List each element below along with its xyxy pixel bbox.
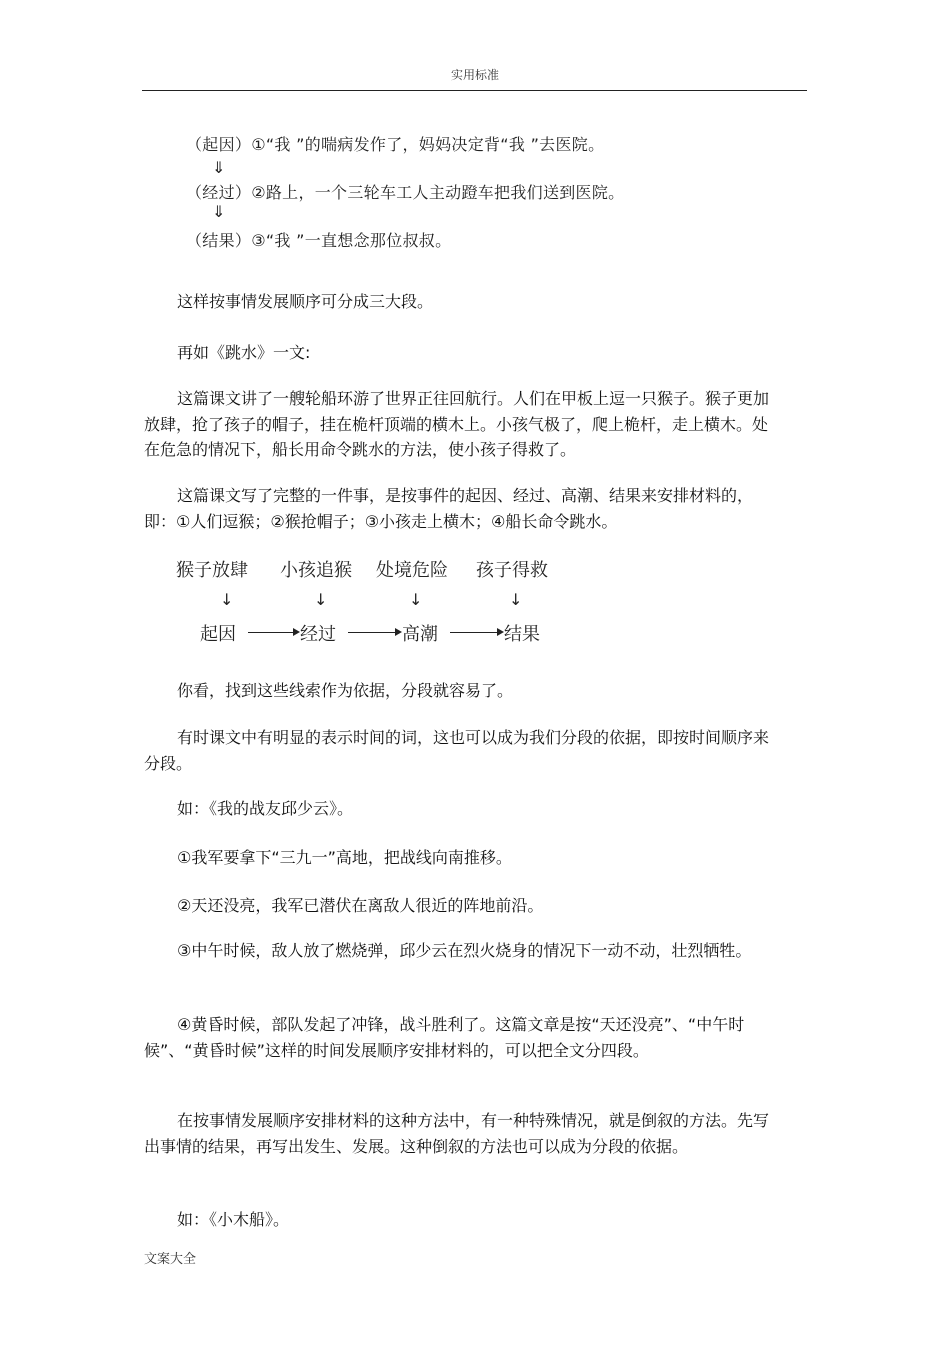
flow-row-result: （结果）③“我 ”一直想念那位叔叔。	[186, 231, 452, 250]
down-arrow-icon: ↓	[409, 590, 423, 609]
flow-row-process: （经过）②路上，一个三轮车工人主动蹬车把我们送到医院。	[186, 183, 625, 202]
down-arrow-icon: ↓	[220, 590, 234, 609]
flow-row-cause: （起因）①“我 ”的喘病发作了，妈妈决定背“我 ”去医院。	[186, 135, 605, 154]
page-footer: 文案大全	[144, 1252, 197, 1267]
paragraph: 这篇课文讲了一艘轮船环游了世界正往回航行。人们在甲板上逗一只猴子。猴子更加放肆，抢了孩子的帽子，挂在桅杆顶端的横木上。小孩气极了，爬上桅杆，走上横木。处在危急的情况下，船长用命令跳水的方法，使小孩子得救了。	[144, 389, 770, 459]
down-arrow-icon: ↓	[509, 590, 523, 609]
flow-figure-2	[176, 556, 576, 648]
right-arrow-icon	[348, 632, 400, 633]
paragraph: ②天还没亮，我军已潜伏在离敌人很近的阵地前沿。	[177, 896, 544, 915]
page-header: 实用标准	[450, 68, 499, 82]
paragraph: 你看，找到这些线索作为依据，分段就容易了。	[177, 681, 514, 700]
paragraph: 有时课文中有明显的表示时间的词，这也可以成为我们分段的依据，即按时间顺序来分段。	[144, 728, 770, 773]
down-arrow-icon: ↓	[314, 590, 328, 609]
event-label: 小孩追猴	[280, 560, 352, 581]
right-arrow-icon	[450, 632, 502, 633]
paragraph: 这篇课文写了完整的一件事，是按事件的起因、经过、高潮、结果来安排材料的，即：①人们逗猴；②猴抢帽子；③小孩走上横木；④船长命令跳水。	[144, 486, 754, 531]
flow-figure-1	[186, 128, 786, 258]
stage-label: 经过	[300, 624, 336, 645]
stage-label: 起因	[200, 624, 236, 645]
paragraph: 在按事情发展顺序安排材料的这种方法中，有一种特殊情况，就是倒叙的方法。先写出事情的结果，再写出发生、发展。这种倒叙的方法也可以成为分段的依据。	[144, 1111, 770, 1156]
paragraph: ④黄昏时候，部队发起了冲锋，战斗胜利了。这篇文章是按“天还没亮”、“中午时候”、“黄昏时候”这样的时间发展顺序安排材料的，可以把全文分四段。	[144, 1015, 745, 1060]
paragraph: ③中午时候，敌人放了燃烧弹，邱少云在烈火烧身的情况下一动不动，壮烈牺牲。	[177, 941, 752, 960]
event-label: 孩子得救	[476, 560, 548, 581]
paragraph: 这样按事情发展顺序可分成三大段。	[177, 292, 434, 311]
paragraph: 如：《小木船》。	[177, 1210, 290, 1229]
event-label: 猴子放肆	[176, 560, 248, 581]
event-label: 处境危险	[376, 560, 448, 581]
paragraph: 再如《跳水》一文:	[177, 343, 311, 362]
stage-label: 结果	[504, 624, 540, 645]
paragraph: 如：《我的战友邱少云》。	[177, 799, 354, 818]
stage-label: 高潮	[402, 624, 438, 645]
down-double-arrow-icon: ⇓	[212, 202, 226, 221]
right-arrow-icon	[248, 632, 298, 633]
down-double-arrow-icon: ⇓	[212, 158, 226, 177]
paragraph: ①我军要拿下“三九一”高地，把战线向南推移。	[177, 848, 512, 867]
header-divider	[142, 90, 807, 91]
